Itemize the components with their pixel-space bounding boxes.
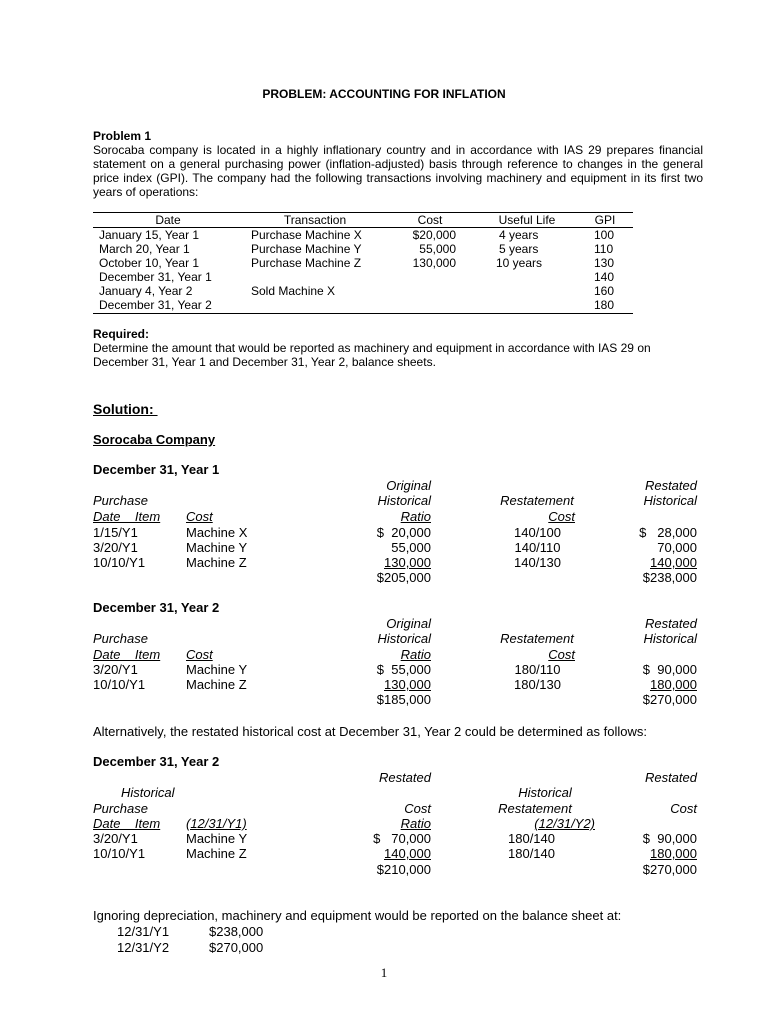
row-original-cost: 130,000 (384, 677, 431, 692)
row-restated-cost: 180,000 (650, 677, 697, 692)
col-header-transaction: Transaction (283, 213, 347, 227)
row-date: 10/10/Y1 (93, 677, 146, 692)
table1-heading: December 31, Year 1 (93, 462, 220, 477)
row-restated-y1: $ 70,000 (373, 831, 431, 846)
row-restated-cost: $ 28,000 (639, 525, 697, 540)
header-restated-historical: Historical (643, 493, 697, 508)
row-date: 3/20/Y1 (93, 540, 138, 555)
col-header-date: Date (155, 213, 181, 227)
row-date: 1/15/Y1 (93, 525, 138, 540)
row-restated-cost: $ 90,000 (642, 831, 697, 846)
header-date-y1: (12/31/Y1) (186, 816, 247, 831)
header-date-item: Date Item (93, 816, 161, 831)
solution-heading: Solution: (93, 401, 158, 417)
row-date: 3/20/Y1 (93, 662, 138, 677)
row-cost: 55,000 (419, 242, 456, 256)
col-header-useful-life: Useful Life (498, 213, 556, 227)
header-restatement: Restatement (498, 801, 572, 816)
total-original: $210,000 (376, 862, 431, 877)
row-date: 10/10/Y1 (93, 846, 146, 861)
header-cost: Cost (186, 647, 213, 662)
header-purchase: Purchase (93, 631, 148, 646)
row-useful-life: 5 years (499, 242, 539, 256)
row-restated-y1: 140,000 (384, 846, 431, 861)
row-transaction: Purchase Machine Y (251, 242, 362, 256)
header-restated-left: Restated (378, 770, 431, 785)
total-original: $185,000 (376, 692, 431, 707)
header-historical: Historical (377, 493, 431, 508)
page-number: 1 (380, 965, 388, 980)
company-name: Sorocaba Company (93, 432, 216, 447)
header-date-item: Date Item (93, 509, 161, 524)
col-header-gpi: GPI (594, 213, 616, 227)
header-restatement-cost: Cost (548, 509, 575, 524)
row-date: 10/10/Y1 (93, 555, 146, 570)
row-date: December 31, Year 2 (99, 298, 212, 312)
conclusion-date: 12/31/Y2 (117, 940, 170, 955)
header-purchase: Purchase (93, 801, 148, 816)
header-cost-left: Cost (404, 801, 431, 816)
total-restated: $238,000 (642, 570, 697, 585)
header-restated-right: Restated (644, 770, 697, 785)
header-original: Original (386, 616, 431, 631)
header-ratio: Ratio (400, 647, 431, 662)
table-bottom-rule (93, 313, 633, 314)
row-cost: $20,000 (412, 228, 456, 242)
required-heading: Required: (93, 327, 150, 341)
row-date: March 20, Year 1 (99, 242, 190, 256)
conclusion-text: Ignoring depreciation, machinery and equipment would be reported on the balance sheet at: (93, 908, 622, 923)
row-item: Machine Y (186, 662, 248, 677)
row-date: January 15, Year 1 (99, 228, 200, 242)
header-date-item: Date Item (93, 647, 161, 662)
conclusion-date: 12/31/Y1 (117, 924, 170, 939)
header-original: Original (386, 478, 431, 493)
required-text: Determine the amount that would be reported as machinery and equipment in accordance with IAS 29 on December 31, Year 1 and December 31, Year 2, balance sheets. (93, 341, 651, 369)
row-ratio: 180/140 (508, 846, 555, 861)
row-item: Machine Y (186, 831, 248, 846)
row-date: January 4, Year 2 (99, 284, 193, 298)
header-restated: Restated (644, 478, 697, 493)
row-gpi: 160 (594, 284, 615, 298)
row-original-cost: $ 20,000 (376, 525, 431, 540)
row-date: 3/20/Y1 (93, 831, 138, 846)
row-restated-cost: $ 90,000 (642, 662, 697, 677)
table3-heading: December 31, Year 2 (93, 754, 220, 769)
row-ratio: 140/130 (514, 555, 561, 570)
header-restated-historical: Historical (643, 631, 697, 646)
alternative-text: Alternatively, the restated historical cost at December 31, Year 2 could be determined as follows: (93, 724, 647, 739)
header-purchase: Purchase (93, 493, 148, 508)
row-ratio: 140/100 (514, 525, 561, 540)
row-original-cost: 55,000 (391, 540, 431, 555)
header-historical: Historical (377, 631, 431, 646)
row-gpi: 130 (594, 256, 615, 270)
row-transaction: Purchase Machine Z (251, 256, 362, 270)
row-ratio: 140/110 (514, 540, 561, 555)
header-restatement: Restatement (500, 493, 574, 508)
row-original-cost: $ 55,000 (376, 662, 431, 677)
row-gpi: 180 (594, 298, 615, 312)
row-restated-cost: 70,000 (657, 540, 697, 555)
row-item: Machine Z (186, 846, 247, 861)
header-ratio: Ratio (400, 509, 431, 524)
row-ratio: 180/110 (514, 662, 561, 677)
header-restated: Restated (644, 616, 697, 631)
header-cost-right: Cost (670, 801, 697, 816)
problem-text: Sorocaba company is located in a highly inflationary country and in accordance with IAS 29 prepares financial statement on a general purchasing power (inflation-adjusted) basis through reference to changes in the general price index (GPI). The company had the following transactions involving machinery and equipment in its first two years of operations: (93, 143, 703, 199)
row-transaction: Purchase Machine X (251, 228, 362, 242)
page-title: PROBLEM: ACCOUNTING FOR INFLATION (262, 87, 506, 101)
row-gpi: 140 (594, 270, 615, 284)
row-cost: 130,000 (412, 256, 456, 270)
row-useful-life: 4 years (499, 228, 539, 242)
row-restated-cost: 180,000 (650, 846, 697, 861)
table2-heading: December 31, Year 2 (93, 600, 220, 615)
row-ratio: 180/140 (508, 831, 555, 846)
row-item: Machine X (186, 525, 248, 540)
total-original: $205,000 (376, 570, 431, 585)
row-transaction: Sold Machine X (251, 284, 336, 298)
header-ratio: Ratio (400, 816, 431, 831)
row-useful-life: 10 years (496, 256, 543, 270)
row-date: December 31, Year 1 (99, 270, 212, 284)
row-item: Machine Z (186, 555, 247, 570)
total-restated: $270,000 (642, 862, 697, 877)
row-restated-cost: 140,000 (650, 555, 697, 570)
row-date: October 10, Year 1 (99, 256, 200, 270)
row-gpi: 100 (594, 228, 615, 242)
total-restated: $270,000 (642, 692, 697, 707)
conclusion-amount: $238,000 (209, 924, 264, 939)
header-restatement-cost: Cost (548, 647, 575, 662)
problem-heading: Problem 1 (93, 129, 152, 143)
header-cost: Cost (186, 509, 213, 524)
header-historical-left: Historical (121, 785, 175, 800)
row-original-cost: 130,000 (384, 555, 431, 570)
header-date-y2: (12/31/Y2) (534, 816, 595, 831)
header-historical-top: Historical (518, 785, 572, 800)
row-item: Machine Y (186, 540, 248, 555)
row-item: Machine Z (186, 677, 247, 692)
row-ratio: 180/130 (514, 677, 561, 692)
conclusion-amount: $270,000 (209, 940, 264, 955)
header-restatement: Restatement (500, 631, 574, 646)
row-gpi: 110 (594, 242, 614, 256)
col-header-cost: Cost (417, 213, 443, 227)
